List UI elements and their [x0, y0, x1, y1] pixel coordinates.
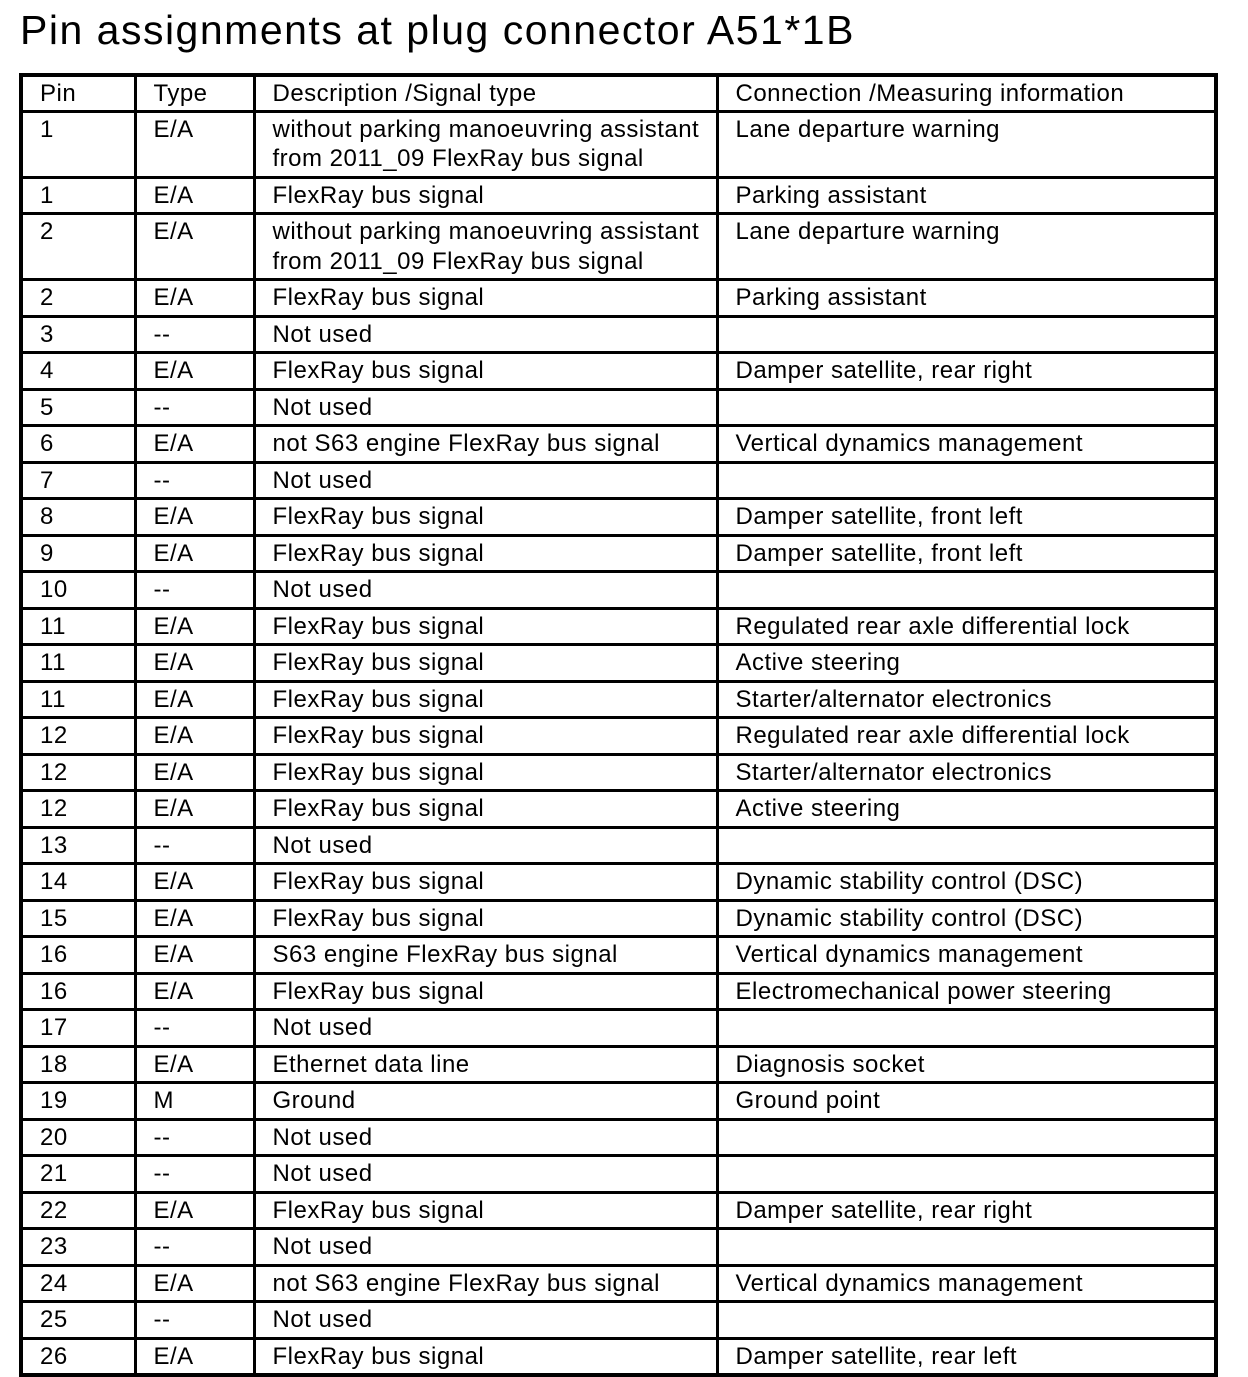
type-cell: --: [135, 1010, 254, 1047]
description-cell: Not used: [254, 462, 717, 499]
connection-cell: Parking assistant: [717, 280, 1216, 317]
type-cell: E/A: [135, 280, 254, 317]
header-pin: Pin: [21, 75, 135, 111]
description-cell: Not used: [254, 1229, 717, 1266]
pin-cell: 22: [21, 1192, 135, 1229]
type-cell: E/A: [135, 353, 254, 390]
connection-cell: [717, 1156, 1216, 1193]
connection-cell: Damper satellite, front left: [717, 499, 1216, 536]
description-cell: Not used: [254, 1010, 717, 1047]
pin-cell: 1: [21, 111, 135, 177]
pin-cell: 11: [21, 645, 135, 682]
connection-cell: Electromechanical power steering: [717, 973, 1216, 1010]
description-cell: FlexRay bus signal: [254, 973, 717, 1010]
connection-cell: Damper satellite, rear left: [717, 1338, 1216, 1375]
pin-cell: 23: [21, 1229, 135, 1266]
pin-cell: 6: [21, 426, 135, 463]
pin-cell: 14: [21, 864, 135, 901]
pin-cell: 7: [21, 462, 135, 499]
connection-cell: Ground point: [717, 1083, 1216, 1120]
type-cell: E/A: [135, 1338, 254, 1375]
type-cell: E/A: [135, 973, 254, 1010]
pin-cell: 10: [21, 572, 135, 609]
type-cell: E/A: [135, 937, 254, 974]
pin-cell: 2: [21, 280, 135, 317]
description-cell: FlexRay bus signal: [254, 353, 717, 390]
table-row: [21, 1192, 1216, 1229]
table-row: [21, 681, 1216, 718]
pin-cell: 5: [21, 389, 135, 426]
table-row: [21, 1302, 1216, 1339]
pin-cell: 15: [21, 900, 135, 937]
type-cell: E/A: [135, 1192, 254, 1229]
pin-cell: 4: [21, 353, 135, 390]
description-cell: Ethernet data line: [254, 1046, 717, 1083]
connection-cell: Starter/alternator electronics: [717, 681, 1216, 718]
description-cell: not S63 engine FlexRay bus signal: [254, 1265, 717, 1302]
connection-cell: [717, 1302, 1216, 1339]
pin-cell: 9: [21, 535, 135, 572]
type-cell: --: [135, 316, 254, 353]
connection-cell: Vertical dynamics management: [717, 1265, 1216, 1302]
type-cell: E/A: [135, 864, 254, 901]
pin-cell: 12: [21, 754, 135, 791]
table-row: [21, 1046, 1216, 1083]
connection-cell: Dynamic stability control (DSC): [717, 864, 1216, 901]
connection-cell: Diagnosis socket: [717, 1046, 1216, 1083]
table-row: [21, 645, 1216, 682]
table-row: [21, 1338, 1216, 1375]
connection-cell: [717, 572, 1216, 609]
pin-cell: 12: [21, 718, 135, 755]
pin-cell: 17: [21, 1010, 135, 1047]
connection-cell: [717, 389, 1216, 426]
description-cell: Ground: [254, 1083, 717, 1120]
description-cell: FlexRay bus signal: [254, 535, 717, 572]
pin-cell: 20: [21, 1119, 135, 1156]
type-cell: E/A: [135, 791, 254, 828]
pin-cell: 12: [21, 791, 135, 828]
table-row: [21, 214, 1216, 280]
description-cell: FlexRay bus signal: [254, 1338, 717, 1375]
description-cell: FlexRay bus signal: [254, 681, 717, 718]
pin-cell: 26: [21, 1338, 135, 1375]
table-row: [21, 535, 1216, 572]
table-row: [21, 1010, 1216, 1047]
connection-cell: [717, 1229, 1216, 1266]
type-cell: --: [135, 1119, 254, 1156]
table-row: [21, 718, 1216, 755]
table-row: [21, 1083, 1216, 1120]
description-cell: FlexRay bus signal: [254, 791, 717, 828]
page-title: Pin assignments at plug connector A51*1B: [20, 7, 855, 53]
pin-cell: 24: [21, 1265, 135, 1302]
pin-cell: 16: [21, 937, 135, 974]
description-cell: FlexRay bus signal: [254, 718, 717, 755]
type-cell: E/A: [135, 1046, 254, 1083]
description-cell: FlexRay bus signal: [254, 1192, 717, 1229]
table-row: [21, 177, 1216, 214]
connection-cell: Damper satellite, front left: [717, 535, 1216, 572]
type-cell: M: [135, 1083, 254, 1120]
table-row: [21, 1156, 1216, 1193]
description-cell: FlexRay bus signal: [254, 864, 717, 901]
connection-cell: Active steering: [717, 791, 1216, 828]
connection-cell: Regulated rear axle differential lock: [717, 718, 1216, 755]
table-row: [21, 462, 1216, 499]
connection-cell: Starter/alternator electronics: [717, 754, 1216, 791]
type-cell: E/A: [135, 111, 254, 177]
pin-cell: 21: [21, 1156, 135, 1193]
connection-cell: [717, 1010, 1216, 1047]
description-cell: Not used: [254, 572, 717, 609]
pin-cell: 2: [21, 214, 135, 280]
type-cell: --: [135, 572, 254, 609]
description-cell: Not used: [254, 1302, 717, 1339]
connection-cell: Vertical dynamics management: [717, 937, 1216, 974]
table-row: [21, 1119, 1216, 1156]
connection-cell: Vertical dynamics management: [717, 426, 1216, 463]
pin-cell: 18: [21, 1046, 135, 1083]
description-cell: FlexRay bus signal: [254, 608, 717, 645]
type-cell: E/A: [135, 608, 254, 645]
table-header-row: [21, 75, 1216, 111]
pin-cell: 19: [21, 1083, 135, 1120]
table-row: [21, 499, 1216, 536]
description-cell: S63 engine FlexRay bus signal: [254, 937, 717, 974]
type-cell: --: [135, 462, 254, 499]
description-cell: Not used: [254, 1156, 717, 1193]
connection-cell: Lane departure warning: [717, 214, 1216, 280]
header-type: Type: [135, 75, 254, 111]
table-body: [21, 111, 1216, 1375]
description-cell: Not used: [254, 389, 717, 426]
pin-cell: 3: [21, 316, 135, 353]
pin-cell: 11: [21, 608, 135, 645]
table-row: [21, 973, 1216, 1010]
description-cell: FlexRay bus signal: [254, 280, 717, 317]
type-cell: --: [135, 1156, 254, 1193]
table-row: [21, 280, 1216, 317]
type-cell: --: [135, 827, 254, 864]
description-cell: Not used: [254, 827, 717, 864]
pin-cell: 25: [21, 1302, 135, 1339]
description-cell: FlexRay bus signal: [254, 499, 717, 536]
connection-cell: Dynamic stability control (DSC): [717, 900, 1216, 937]
connection-cell: [717, 462, 1216, 499]
table-row: [21, 937, 1216, 974]
type-cell: --: [135, 389, 254, 426]
type-cell: E/A: [135, 645, 254, 682]
description-cell: FlexRay bus signal: [254, 754, 717, 791]
pin-cell: 13: [21, 827, 135, 864]
connection-cell: Damper satellite, rear right: [717, 353, 1216, 390]
type-cell: E/A: [135, 900, 254, 937]
connection-cell: Active steering: [717, 645, 1216, 682]
table-row: [21, 900, 1216, 937]
connection-cell: [717, 1119, 1216, 1156]
connection-cell: Lane departure warning: [717, 111, 1216, 177]
connection-cell: Regulated rear axle differential lock: [717, 608, 1216, 645]
description-cell: without parking manoeuvring assistant from 2011_09 FlexRay bus signal: [254, 111, 717, 177]
connection-cell: Damper satellite, rear right: [717, 1192, 1216, 1229]
pin-cell: 16: [21, 973, 135, 1010]
description-cell: FlexRay bus signal: [254, 900, 717, 937]
type-cell: E/A: [135, 754, 254, 791]
description-cell: FlexRay bus signal: [254, 177, 717, 214]
table-row: [21, 864, 1216, 901]
table-row: [21, 754, 1216, 791]
table-row: [21, 791, 1216, 828]
table-row: [21, 1265, 1216, 1302]
table-row: [21, 389, 1216, 426]
description-cell: without parking manoeuvring assistant from 2011_09 FlexRay bus signal: [254, 214, 717, 280]
type-cell: E/A: [135, 535, 254, 572]
description-cell: Not used: [254, 316, 717, 353]
pin-cell: 1: [21, 177, 135, 214]
type-cell: E/A: [135, 214, 254, 280]
type-cell: E/A: [135, 681, 254, 718]
description-cell: Not used: [254, 1119, 717, 1156]
description-cell: not S63 engine FlexRay bus signal: [254, 426, 717, 463]
table-row: [21, 316, 1216, 353]
connection-cell: Parking assistant: [717, 177, 1216, 214]
table-row: [21, 572, 1216, 609]
pin-assignment-table: [19, 73, 1218, 1377]
connection-cell: [717, 316, 1216, 353]
table-row: [21, 1229, 1216, 1266]
description-cell: FlexRay bus signal: [254, 645, 717, 682]
table-row: [21, 111, 1216, 177]
connection-cell: [717, 827, 1216, 864]
table-row: [21, 608, 1216, 645]
type-cell: --: [135, 1229, 254, 1266]
type-cell: E/A: [135, 1265, 254, 1302]
table-row: [21, 426, 1216, 463]
type-cell: E/A: [135, 426, 254, 463]
type-cell: E/A: [135, 499, 254, 536]
type-cell: E/A: [135, 718, 254, 755]
pin-cell: 11: [21, 681, 135, 718]
header-connection: Connection /Measuring information: [717, 75, 1216, 111]
pin-cell: 8: [21, 499, 135, 536]
type-cell: --: [135, 1302, 254, 1339]
table-row: [21, 827, 1216, 864]
table-row: [21, 353, 1216, 390]
header-description: Description /Signal type: [254, 75, 717, 111]
type-cell: E/A: [135, 177, 254, 214]
